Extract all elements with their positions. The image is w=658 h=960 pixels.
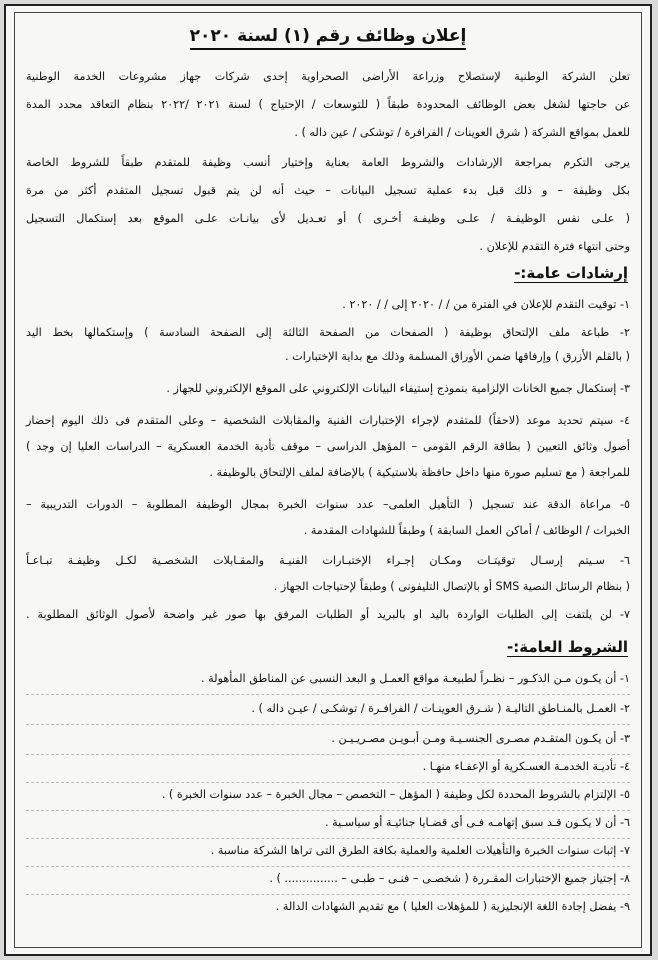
divider	[26, 754, 630, 755]
instruction-item: ( بنظام الرسائل النصية SMS أو بالإتصال التليفونى ) وطبقاً لإحتياجات الجهاز .	[273, 580, 630, 593]
condition-item: ٦- أن لا يكـون قـد سبق إتهامـه فـى أى قضـايا جنائيـة أو سياسـية .	[325, 816, 630, 829]
instruction-item: أصول وثائق التعيين ( بطاقة الرقم القومى – المؤهل الدراسى – موقف تأدية الخدمة العسكرية – الدراسات العليا إن وجد )	[26, 440, 630, 453]
condition-item: ٧- إثبات سنوات الخبرة والتأهيلات العلمية والعملية بكافة الطرق التى تراها الشركة مناسبة .	[210, 844, 630, 857]
divider	[26, 838, 630, 839]
divider	[26, 694, 630, 695]
divider	[26, 782, 630, 783]
intro-line: عن حاجتها لشغل بعض الوظائف المحدودة طبقاً ( للتوسعات / الإحتياج ) لسنة ٢٠٢١ /٢٠٢٢ بنظام التعاقد محدد المدة	[26, 98, 630, 111]
instruction-item: الخبرات / الوظائف / أماكن العمل السابقة ) وطبقاً للشهادات المقدمة .	[303, 524, 630, 537]
instruction-item: ١- توقيت التقدم للإعلان في الفترة من / / ٢٠٢٠ إلى / / ٢٠٢٠ .	[342, 298, 630, 311]
condition-item: ٨- إجتياز جميع الإختبارات المقـررة ( شخصـى – فنـى – طبـى – ............... ) .	[269, 872, 630, 885]
notice-line: يرجى التكرم بمراجعة الإرشادات والشروط العامة بعناية وإختيار أنسب وظيفة للمتقدم طبقاً للشروط الخاصة	[26, 156, 630, 169]
instruction-item: ٥- مراعاة الدقة عند تسجيل ( التأهيل العلمى– عدد سنوات الخبرة بمجال الوظيفة المطلوبة – الدورات التدريبية –	[26, 498, 630, 511]
intro-line: للعمل بمواقع الشركة ( شرق العوينات / الفرافرة / توشكى / عين داله ) .	[294, 126, 630, 139]
instruction-item: ٣- إستكمال جميع الخانات الإلزامية بنموذج إستيفاء البيانات الإلكتروني على الموقع الإلكتروني للجهاز .	[166, 382, 630, 395]
intro-line: تعلن الشركة الوطنية لإستصلاح وزراعة الأراضى الصحراوية إحدى شركات جهاز مشروعات الخدمة الوطنية	[26, 70, 630, 83]
instruction-item: ( بالقلم الأزرق ) وإرفاقها ضمن الأوراق المسلمة وذلك مع بداية الإختبارات .	[285, 350, 630, 363]
condition-item: ٩- يفضل إجادة اللغة الإنجليزية ( للمؤهلات العليا ) مع تقديم الشهادات الدالة .	[275, 900, 630, 913]
notice-line: ( علـى نفس الوظيفـة / علـى وظيفـة أخـرى ) أو تعـديل لأى بيانـات علـى الموقع بعد إستكمال التسجيل	[26, 212, 630, 225]
notice-line: وحتى انتهاء فترة التقدم للإعلان .	[479, 240, 630, 253]
divider	[26, 866, 630, 867]
instruction-item: ٧- لن يلتفت إلى الطلبات الواردة باليد او بالبريد أو الطلبات المرفق بها صور غير واضحة لأصول الوثائق المطلوبة .	[26, 608, 630, 621]
notice-line: بكل وظيفة – و ذلك قبل بدء عملية تسجيل البيانات – حيث أنه لن يتم قبول تسجيل المتقدم أكثر من مرة	[26, 184, 630, 197]
condition-item: ٣- أن يكـون المتقـدم مصـرى الجنسـيـة ومـن أبـويـن مصـريـيـن .	[331, 732, 630, 745]
page-title: إعلان وظائف رقم (١) لسنة ٢٠٢٠	[6, 26, 650, 46]
instruction-item: ٦- سـيتم إرسـال توقيتـات ومكـان إجـراء الإختبـارات الفنيـة والمقـابلات الشخصـية لكـل وظيفـة تبـاعـاً	[26, 554, 630, 567]
divider	[26, 810, 630, 811]
condition-item: ٢- العمـل بالمنـاطق التاليـة ( شـرق العوينـات / الفرافـرة / توشكـى / عيـن داله ) .	[251, 702, 630, 715]
divider	[26, 894, 630, 895]
instruction-item: ٤- سيتم تحديد موعد (لاحقاً) للمتقدم لإجراء الإختبارات الفنية والمقابلات الشخصية – وعلى المتقدم فى ذلك اليوم إحضار	[26, 414, 630, 427]
announcement-sheet	[4, 4, 652, 956]
condition-item: ١- أن يكـون مـن الذكـور – نظـراً لطبيعـة مواقع العمـل و البعد النسبى عن المناطق المأهولة .	[201, 672, 630, 685]
instruction-item: ٢- طباعة ملف الإلتحاق بوظيفة ( الصفحات من الصفحة الثالثة إلى الصفحة السادسة ) وإستكمالها بخط اليد	[26, 326, 630, 339]
instructions-heading: إرشادات عامة:-	[514, 264, 628, 282]
conditions-heading: الشروط العامة:-	[507, 638, 628, 656]
instruction-item: للمراجعة ( مع تسليم صورة منها داخل حافظة بلاستيكية ) بالإضافة لملف الإلتحاق بالوظيفة .	[209, 466, 630, 479]
condition-item: ٤- تأديـة الخدمـة العسـكرية أو الإعفـاء منهـا .	[422, 760, 630, 773]
condition-item: ٥- الإلتزام بالشروط المحددة لكل وظيفة ( المؤهل – التخصص – مجال الخبرة – عدد سنوات الخبرة ) .	[161, 788, 630, 801]
divider	[26, 724, 630, 725]
